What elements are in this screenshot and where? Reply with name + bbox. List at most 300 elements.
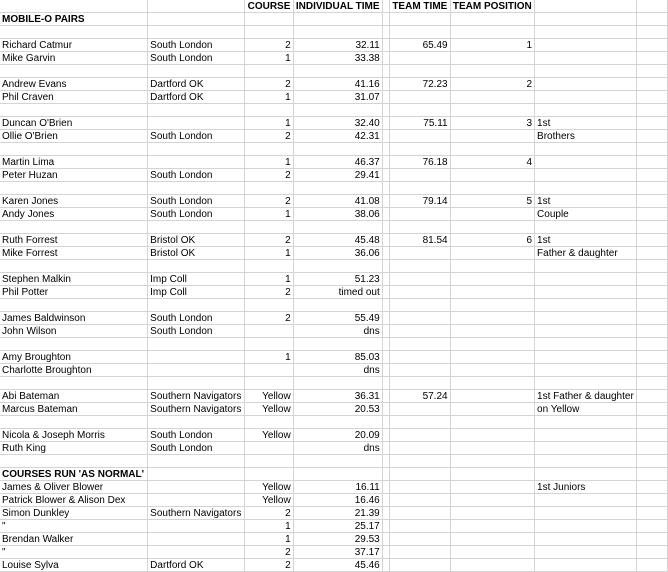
cell-spacer2[interactable] xyxy=(535,377,637,390)
cell-team-position[interactable] xyxy=(450,91,534,104)
cell-team-position[interactable]: 5 xyxy=(450,195,534,208)
cell-spacer2[interactable] xyxy=(535,468,637,481)
cell-team-position[interactable] xyxy=(450,390,534,403)
cell-name[interactable]: Patrick Blower & Alison Dex xyxy=(0,494,148,507)
cell-course[interactable] xyxy=(245,182,293,195)
cell-name[interactable]: James & Oliver Blower xyxy=(0,481,148,494)
cell-team-time[interactable] xyxy=(390,13,451,26)
cell-team-position[interactable] xyxy=(450,455,534,468)
cell-club[interactable] xyxy=(148,520,245,533)
cell-course[interactable] xyxy=(245,13,293,26)
cell-name[interactable]: James Baldwinson xyxy=(0,312,148,325)
cell-name[interactable]: Charlotte Broughton xyxy=(0,364,148,377)
cell-team-position[interactable] xyxy=(450,494,534,507)
cell-team-time[interactable] xyxy=(390,208,451,221)
cell-team-time[interactable] xyxy=(390,299,451,312)
cell-name[interactable]: Ollie O'Brien xyxy=(0,130,148,143)
cell-individual-time[interactable]: 41.08 xyxy=(293,195,382,208)
cell-team-time[interactable] xyxy=(390,364,451,377)
cell-team-time[interactable] xyxy=(390,559,451,572)
cell-team-time[interactable] xyxy=(390,351,451,364)
cell-club[interactable]: South London xyxy=(148,195,245,208)
cell-note[interactable] xyxy=(636,559,667,572)
cell-spacer2[interactable] xyxy=(535,65,637,78)
cell-course[interactable]: 2 xyxy=(245,39,293,52)
cell-note[interactable] xyxy=(636,26,667,39)
cell-team-position[interactable] xyxy=(450,169,534,182)
cell-note[interactable] xyxy=(636,78,667,91)
cell-course[interactable]: 1 xyxy=(245,533,293,546)
cell-team-position[interactable] xyxy=(450,312,534,325)
cell-club[interactable] xyxy=(148,156,245,169)
cell-spacer[interactable] xyxy=(382,26,389,39)
cell-team-position[interactable] xyxy=(450,26,534,39)
cell-club[interactable]: Southern Navigators xyxy=(148,390,245,403)
cell-individual-time[interactable]: 31.07 xyxy=(293,91,382,104)
cell-team-position[interactable] xyxy=(450,273,534,286)
cell-team-position[interactable] xyxy=(450,65,534,78)
cell-spacer[interactable] xyxy=(382,364,389,377)
cell-course[interactable]: 2 xyxy=(245,169,293,182)
cell-spacer[interactable] xyxy=(382,416,389,429)
cell-individual-time[interactable] xyxy=(293,65,382,78)
cell-club[interactable] xyxy=(148,481,245,494)
cell-team-position[interactable]: 6 xyxy=(450,234,534,247)
cell-course[interactable] xyxy=(245,377,293,390)
cell-course[interactable]: 2 xyxy=(245,78,293,91)
cell-individual-time[interactable] xyxy=(293,468,382,481)
cell-team-position[interactable] xyxy=(450,325,534,338)
cell-team-time[interactable] xyxy=(390,442,451,455)
cell-team-time[interactable]: 65.49 xyxy=(390,39,451,52)
cell-name[interactable]: Nicola & Joseph Morris xyxy=(0,429,148,442)
cell-spacer2[interactable] xyxy=(535,286,637,299)
cell-individual-time[interactable] xyxy=(293,104,382,117)
header-cell-note[interactable] xyxy=(636,0,667,13)
cell-name[interactable] xyxy=(0,182,148,195)
cell-spacer[interactable] xyxy=(382,221,389,234)
cell-spacer[interactable] xyxy=(382,143,389,156)
cell-individual-time[interactable]: 21.39 xyxy=(293,507,382,520)
cell-club[interactable] xyxy=(148,65,245,78)
cell-spacer2[interactable] xyxy=(535,429,637,442)
cell-individual-time[interactable] xyxy=(293,143,382,156)
cell-note[interactable] xyxy=(636,156,667,169)
cell-spacer[interactable] xyxy=(382,325,389,338)
cell-note[interactable] xyxy=(636,286,667,299)
cell-note[interactable] xyxy=(636,468,667,481)
cell-team-position[interactable] xyxy=(450,143,534,156)
cell-team-time[interactable] xyxy=(390,520,451,533)
cell-individual-time[interactable]: 41.16 xyxy=(293,78,382,91)
cell-name[interactable]: Simon Dunkley xyxy=(0,507,148,520)
cell-individual-time[interactable]: 29.53 xyxy=(293,533,382,546)
cell-spacer[interactable] xyxy=(382,559,389,572)
cell-spacer2[interactable] xyxy=(535,416,637,429)
cell-club[interactable] xyxy=(148,221,245,234)
cell-name[interactable]: Amy Broughton xyxy=(0,351,148,364)
cell-club[interactable] xyxy=(148,182,245,195)
cell-individual-time[interactable]: 16.46 xyxy=(293,494,382,507)
cell-spacer2[interactable] xyxy=(535,494,637,507)
cell-spacer2[interactable] xyxy=(535,52,637,65)
cell-note[interactable] xyxy=(636,546,667,559)
cell-team-time[interactable] xyxy=(390,169,451,182)
cell-team-time[interactable] xyxy=(390,182,451,195)
cell-club[interactable]: South London xyxy=(148,312,245,325)
cell-note[interactable] xyxy=(636,325,667,338)
cell-team-time[interactable] xyxy=(390,130,451,143)
cell-team-time[interactable] xyxy=(390,26,451,39)
cell-club[interactable]: Bristol OK xyxy=(148,234,245,247)
cell-team-time[interactable] xyxy=(390,377,451,390)
cell-note[interactable] xyxy=(636,377,667,390)
cell-spacer[interactable] xyxy=(382,65,389,78)
header-cell-team-position[interactable]: TEAM POSITION xyxy=(450,0,534,13)
cell-course[interactable] xyxy=(245,416,293,429)
cell-spacer[interactable] xyxy=(382,403,389,416)
cell-name[interactable]: Andy Jones xyxy=(0,208,148,221)
cell-spacer2[interactable] xyxy=(535,39,637,52)
cell-club[interactable] xyxy=(148,338,245,351)
cell-name[interactable] xyxy=(0,65,148,78)
cell-name[interactable]: COURSES RUN 'AS NORMAL' xyxy=(0,468,148,481)
header-cell-club[interactable] xyxy=(148,0,245,13)
cell-spacer[interactable] xyxy=(382,351,389,364)
cell-spacer2[interactable] xyxy=(535,455,637,468)
cell-spacer2[interactable]: 1st xyxy=(535,195,637,208)
cell-team-position[interactable] xyxy=(450,221,534,234)
cell-course[interactable]: 2 xyxy=(245,195,293,208)
cell-team-position[interactable] xyxy=(450,364,534,377)
cell-spacer[interactable] xyxy=(382,182,389,195)
cell-course[interactable] xyxy=(245,299,293,312)
cell-team-position[interactable] xyxy=(450,260,534,273)
cell-club[interactable]: South London xyxy=(148,52,245,65)
cell-name[interactable]: Ruth King xyxy=(0,442,148,455)
cell-individual-time[interactable]: 85.03 xyxy=(293,351,382,364)
cell-spacer2[interactable] xyxy=(535,520,637,533)
cell-spacer2[interactable] xyxy=(535,364,637,377)
cell-name[interactable]: Duncan O'Brien xyxy=(0,117,148,130)
cell-spacer2[interactable] xyxy=(535,26,637,39)
cell-club[interactable] xyxy=(148,260,245,273)
cell-team-position[interactable] xyxy=(450,13,534,26)
cell-spacer[interactable] xyxy=(382,104,389,117)
cell-spacer[interactable] xyxy=(382,338,389,351)
cell-name[interactable] xyxy=(0,377,148,390)
cell-club[interactable]: South London xyxy=(148,130,245,143)
cell-name[interactable]: Mike Forrest xyxy=(0,247,148,260)
cell-course[interactable]: 1 xyxy=(245,520,293,533)
cell-team-position[interactable] xyxy=(450,507,534,520)
cell-course[interactable]: 1 xyxy=(245,273,293,286)
cell-team-position[interactable] xyxy=(450,559,534,572)
cell-note[interactable] xyxy=(636,234,667,247)
cell-club[interactable]: Dartford OK xyxy=(148,78,245,91)
cell-team-position[interactable] xyxy=(450,247,534,260)
cell-individual-time[interactable]: 25.17 xyxy=(293,520,382,533)
cell-club[interactable]: South London xyxy=(148,169,245,182)
cell-club[interactable]: South London xyxy=(148,429,245,442)
cell-note[interactable] xyxy=(636,481,667,494)
cell-spacer[interactable] xyxy=(382,234,389,247)
cell-individual-time[interactable]: 46.37 xyxy=(293,156,382,169)
cell-club[interactable]: Southern Navigators xyxy=(148,403,245,416)
cell-spacer2[interactable] xyxy=(535,338,637,351)
cell-club[interactable] xyxy=(148,13,245,26)
cell-spacer[interactable] xyxy=(382,78,389,91)
cell-spacer[interactable] xyxy=(382,52,389,65)
cell-note[interactable] xyxy=(636,195,667,208)
cell-note[interactable] xyxy=(636,273,667,286)
cell-spacer[interactable] xyxy=(382,507,389,520)
cell-team-time[interactable]: 79.14 xyxy=(390,195,451,208)
cell-spacer[interactable] xyxy=(382,481,389,494)
cell-club[interactable] xyxy=(148,143,245,156)
cell-club[interactable]: Southern Navigators xyxy=(148,507,245,520)
cell-spacer[interactable] xyxy=(382,260,389,273)
header-cell-name[interactable] xyxy=(0,0,148,13)
cell-club[interactable] xyxy=(148,299,245,312)
cell-club[interactable] xyxy=(148,104,245,117)
cell-spacer[interactable] xyxy=(382,195,389,208)
cell-note[interactable] xyxy=(636,182,667,195)
cell-spacer[interactable] xyxy=(382,455,389,468)
cell-team-time[interactable] xyxy=(390,52,451,65)
cell-spacer2[interactable]: 1st Juniors xyxy=(535,481,637,494)
cell-course[interactable] xyxy=(245,26,293,39)
cell-course[interactable] xyxy=(245,221,293,234)
cell-team-position[interactable]: 2 xyxy=(450,78,534,91)
cell-spacer2[interactable]: Father & daughter xyxy=(535,247,637,260)
header-cell-team-time[interactable]: TEAM TIME xyxy=(390,0,451,13)
cell-individual-time[interactable]: 42.31 xyxy=(293,130,382,143)
cell-team-position[interactable] xyxy=(450,520,534,533)
cell-spacer[interactable] xyxy=(382,156,389,169)
cell-club[interactable]: South London xyxy=(148,325,245,338)
cell-name[interactable]: John Wilson xyxy=(0,325,148,338)
cell-name[interactable]: Louise Sylva xyxy=(0,559,148,572)
cell-team-position[interactable] xyxy=(450,481,534,494)
cell-course[interactable]: 2 xyxy=(245,312,293,325)
cell-name[interactable]: Phil Craven xyxy=(0,91,148,104)
cell-spacer[interactable] xyxy=(382,312,389,325)
cell-individual-time[interactable]: dns xyxy=(293,442,382,455)
cell-course[interactable] xyxy=(245,442,293,455)
cell-team-position[interactable] xyxy=(450,416,534,429)
cell-team-time[interactable]: 75.11 xyxy=(390,117,451,130)
cell-name[interactable]: MOBILE-O PAIRS xyxy=(0,13,148,26)
cell-spacer2[interactable] xyxy=(535,13,637,26)
cell-note[interactable] xyxy=(636,299,667,312)
cell-individual-time[interactable] xyxy=(293,26,382,39)
cell-course[interactable]: 1 xyxy=(245,91,293,104)
cell-name[interactable]: " xyxy=(0,546,148,559)
cell-club[interactable] xyxy=(148,468,245,481)
cell-note[interactable] xyxy=(636,442,667,455)
cell-note[interactable] xyxy=(636,338,667,351)
header-cell-spacer2[interactable] xyxy=(535,0,637,13)
cell-individual-time[interactable]: 55.49 xyxy=(293,312,382,325)
cell-name[interactable]: Martin Lima xyxy=(0,156,148,169)
cell-individual-time[interactable]: 36.06 xyxy=(293,247,382,260)
cell-name[interactable]: Peter Huzan xyxy=(0,169,148,182)
cell-spacer2[interactable] xyxy=(535,91,637,104)
cell-course[interactable] xyxy=(245,104,293,117)
cell-team-position[interactable]: 3 xyxy=(450,117,534,130)
cell-spacer[interactable] xyxy=(382,39,389,52)
cell-note[interactable] xyxy=(636,351,667,364)
cell-individual-time[interactable]: 32.40 xyxy=(293,117,382,130)
cell-note[interactable] xyxy=(636,117,667,130)
cell-spacer[interactable] xyxy=(382,247,389,260)
cell-name[interactable] xyxy=(0,26,148,39)
cell-note[interactable] xyxy=(636,260,667,273)
cell-name[interactable]: Ruth Forrest xyxy=(0,234,148,247)
cell-spacer[interactable] xyxy=(382,91,389,104)
cell-note[interactable] xyxy=(636,494,667,507)
cell-note[interactable] xyxy=(636,533,667,546)
cell-course[interactable] xyxy=(245,455,293,468)
cell-note[interactable] xyxy=(636,364,667,377)
cell-course[interactable]: Yellow xyxy=(245,403,293,416)
cell-note[interactable] xyxy=(636,390,667,403)
cell-team-position[interactable] xyxy=(450,403,534,416)
cell-note[interactable] xyxy=(636,520,667,533)
cell-name[interactable] xyxy=(0,260,148,273)
cell-spacer2[interactable] xyxy=(535,104,637,117)
cell-individual-time[interactable] xyxy=(293,13,382,26)
cell-note[interactable] xyxy=(636,208,667,221)
cell-spacer[interactable] xyxy=(382,299,389,312)
cell-team-position[interactable] xyxy=(450,546,534,559)
cell-club[interactable] xyxy=(148,351,245,364)
cell-note[interactable] xyxy=(636,221,667,234)
cell-course[interactable]: 1 xyxy=(245,351,293,364)
cell-spacer2[interactable] xyxy=(535,156,637,169)
cell-team-time[interactable]: 76.18 xyxy=(390,156,451,169)
cell-course[interactable]: 1 xyxy=(245,52,293,65)
cell-club[interactable]: South London xyxy=(148,208,245,221)
cell-team-position[interactable] xyxy=(450,208,534,221)
cell-course[interactable]: Yellow xyxy=(245,494,293,507)
cell-spacer[interactable] xyxy=(382,117,389,130)
cell-club[interactable] xyxy=(148,364,245,377)
cell-spacer2[interactable] xyxy=(535,299,637,312)
cell-team-time[interactable] xyxy=(390,403,451,416)
cell-team-time[interactable]: 72.23 xyxy=(390,78,451,91)
cell-course[interactable] xyxy=(245,325,293,338)
cell-spacer2[interactable] xyxy=(535,533,637,546)
cell-spacer2[interactable]: 1st xyxy=(535,234,637,247)
cell-team-time[interactable] xyxy=(390,312,451,325)
cell-individual-time[interactable] xyxy=(293,260,382,273)
cell-individual-time[interactable]: 51.23 xyxy=(293,273,382,286)
header-cell-individual-time[interactable]: INDIVIDUAL TIME xyxy=(293,0,382,13)
cell-club[interactable] xyxy=(148,377,245,390)
cell-name[interactable]: Brendan Walker xyxy=(0,533,148,546)
cell-note[interactable] xyxy=(636,416,667,429)
cell-club[interactable] xyxy=(148,455,245,468)
cell-note[interactable] xyxy=(636,13,667,26)
cell-course[interactable]: 1 xyxy=(245,208,293,221)
cell-spacer2[interactable] xyxy=(535,442,637,455)
cell-individual-time[interactable]: 20.09 xyxy=(293,429,382,442)
cell-course[interactable] xyxy=(245,468,293,481)
cell-club[interactable] xyxy=(148,546,245,559)
cell-team-time[interactable] xyxy=(390,325,451,338)
cell-note[interactable] xyxy=(636,39,667,52)
cell-spacer2[interactable]: Couple xyxy=(535,208,637,221)
cell-spacer2[interactable] xyxy=(535,546,637,559)
cell-team-time[interactable] xyxy=(390,455,451,468)
cell-spacer[interactable] xyxy=(382,533,389,546)
cell-course[interactable]: 2 xyxy=(245,559,293,572)
cell-spacer2[interactable]: 1st Father & daughter xyxy=(535,390,637,403)
cell-individual-time[interactable]: 32.11 xyxy=(293,39,382,52)
cell-team-time[interactable] xyxy=(390,468,451,481)
cell-spacer2[interactable] xyxy=(535,273,637,286)
cell-team-position[interactable] xyxy=(450,182,534,195)
cell-team-time[interactable] xyxy=(390,260,451,273)
cell-spacer2[interactable] xyxy=(535,507,637,520)
cell-team-position[interactable] xyxy=(450,351,534,364)
cell-course[interactable]: Yellow xyxy=(245,481,293,494)
cell-spacer[interactable] xyxy=(382,546,389,559)
cell-course[interactable]: 1 xyxy=(245,156,293,169)
cell-spacer2[interactable]: on Yellow xyxy=(535,403,637,416)
cell-team-time[interactable] xyxy=(390,104,451,117)
cell-course[interactable]: Yellow xyxy=(245,429,293,442)
cell-name[interactable]: Mike Garvin xyxy=(0,52,148,65)
cell-individual-time[interactable]: 37.17 xyxy=(293,546,382,559)
cell-club[interactable]: Dartford OK xyxy=(148,91,245,104)
cell-individual-time[interactable]: 38.06 xyxy=(293,208,382,221)
cell-team-time[interactable] xyxy=(390,273,451,286)
cell-spacer[interactable] xyxy=(382,286,389,299)
cell-team-time[interactable] xyxy=(390,91,451,104)
cell-note[interactable] xyxy=(636,65,667,78)
cell-course[interactable]: Yellow xyxy=(245,390,293,403)
cell-spacer[interactable] xyxy=(382,377,389,390)
cell-individual-time[interactable]: timed out xyxy=(293,286,382,299)
cell-individual-time[interactable] xyxy=(293,182,382,195)
cell-course[interactable]: 1 xyxy=(245,247,293,260)
cell-note[interactable] xyxy=(636,312,667,325)
cell-name[interactable]: Abi Bateman xyxy=(0,390,148,403)
cell-individual-time[interactable]: 29.41 xyxy=(293,169,382,182)
cell-spacer2[interactable] xyxy=(535,325,637,338)
cell-note[interactable] xyxy=(636,130,667,143)
cell-name[interactable]: " xyxy=(0,520,148,533)
cell-team-time[interactable] xyxy=(390,481,451,494)
cell-team-position[interactable] xyxy=(450,104,534,117)
cell-course[interactable]: 1 xyxy=(245,117,293,130)
cell-spacer2[interactable] xyxy=(535,312,637,325)
cell-team-position[interactable]: 4 xyxy=(450,156,534,169)
cell-team-position[interactable] xyxy=(450,377,534,390)
cell-team-position[interactable] xyxy=(450,468,534,481)
cell-team-position[interactable] xyxy=(450,286,534,299)
cell-name[interactable] xyxy=(0,299,148,312)
cell-team-time[interactable]: 81.54 xyxy=(390,234,451,247)
cell-name[interactable]: Marcus Bateman xyxy=(0,403,148,416)
cell-note[interactable] xyxy=(636,247,667,260)
cell-spacer2[interactable] xyxy=(535,169,637,182)
cell-individual-time[interactable] xyxy=(293,416,382,429)
cell-spacer2[interactable] xyxy=(535,143,637,156)
